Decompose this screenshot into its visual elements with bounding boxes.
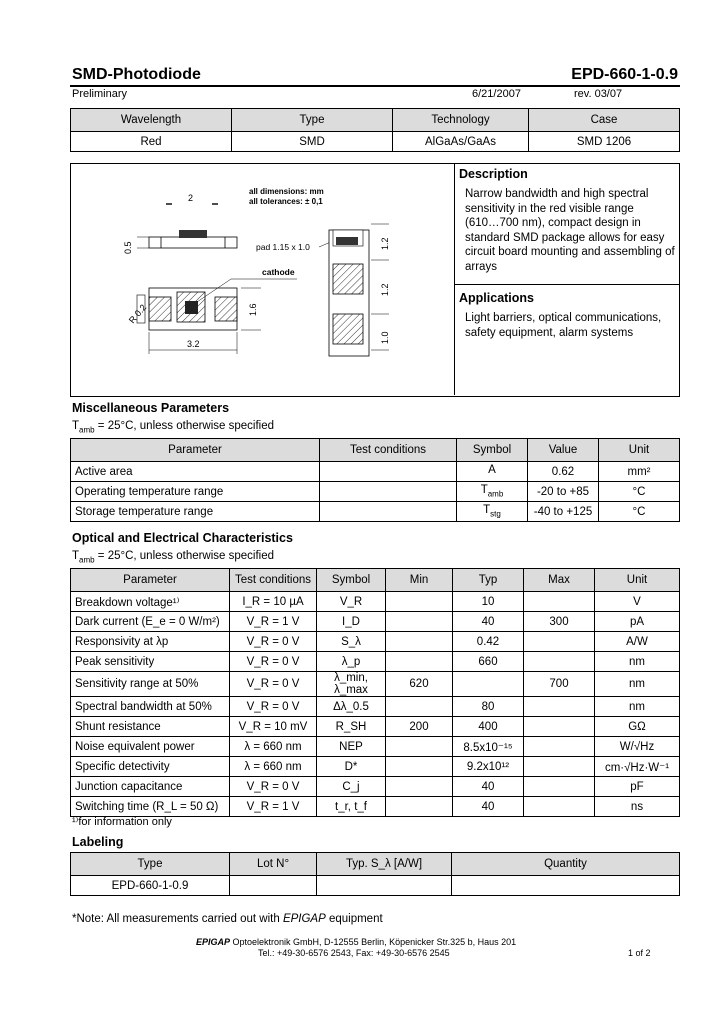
footer-line1: EPIGAP Optoelektronik GmbH, D-12555 Berlin, Köpenicker Str.325 b, Haus 201 bbox=[196, 937, 517, 947]
optical-unit: pA bbox=[595, 612, 680, 632]
optical-symbol: λ_p bbox=[317, 652, 386, 672]
optical-symbol: C_j bbox=[317, 777, 386, 797]
header-rule bbox=[70, 85, 680, 87]
optical-min bbox=[386, 652, 453, 672]
description-line: Narrow bandwidth and high spectral bbox=[465, 188, 649, 200]
optical-symbol: S_λ bbox=[317, 632, 386, 652]
dim-radius: R 0.2 bbox=[126, 302, 149, 326]
panel-divider-h bbox=[454, 284, 679, 285]
optical-test: V_R = 0 V bbox=[230, 697, 317, 717]
optical-max bbox=[524, 737, 595, 757]
misc-test bbox=[320, 502, 457, 522]
optical-min bbox=[386, 632, 453, 652]
note: *Note: All measurements carried out with EPIGAP equipment bbox=[72, 913, 383, 925]
table-row bbox=[71, 777, 680, 797]
table-row bbox=[71, 797, 680, 817]
summary-header: Wavelength bbox=[71, 109, 232, 132]
misc-header: Test conditions bbox=[320, 439, 457, 462]
footnote: ¹⁾for information only bbox=[72, 816, 172, 828]
labeling-header: Type bbox=[71, 853, 230, 876]
summary-cell: SMD 1206 bbox=[529, 132, 680, 152]
pad-label: pad 1.15 x 1.0 bbox=[256, 242, 310, 252]
optical-unit: ns bbox=[595, 797, 680, 817]
applications-text bbox=[465, 311, 677, 340]
optical-max bbox=[524, 797, 595, 817]
optical-typ: 80 bbox=[453, 697, 524, 717]
optical-typ: 40 bbox=[453, 612, 524, 632]
optical-typ: 10 bbox=[453, 592, 524, 612]
optical-symbol: V_R bbox=[317, 592, 386, 612]
description-line: sensitivity in the red visible range bbox=[465, 202, 634, 215]
misc-header: Symbol bbox=[457, 439, 528, 462]
optical-param: Shunt resistance bbox=[71, 717, 230, 737]
optical-test: V_R = 0 V bbox=[230, 652, 317, 672]
optical-max bbox=[524, 652, 595, 672]
misc-symbol: A bbox=[457, 462, 528, 482]
optical-test: V_R = 0 V bbox=[230, 632, 317, 652]
optical-title: Optical and Electrical Characteristics bbox=[72, 531, 293, 545]
optical-min bbox=[386, 697, 453, 717]
misc-test bbox=[320, 462, 457, 482]
dim-05: 0.5 bbox=[123, 241, 133, 254]
page-number: 1 of 2 bbox=[628, 948, 651, 958]
optical-param: Responsivity at λp bbox=[71, 632, 230, 652]
optical-unit: nm bbox=[595, 652, 680, 672]
summary-header: Type bbox=[232, 109, 393, 132]
optical-min bbox=[386, 592, 453, 612]
optical-symbol: I_D bbox=[317, 612, 386, 632]
optical-min: 620 bbox=[386, 672, 453, 697]
footer-line2: Tel.: +49-30-6576 2543, Fax: +49-30-6576 2545 bbox=[258, 948, 450, 958]
applications-line: Light barriers, optical communications, bbox=[465, 312, 662, 324]
labeling-cell bbox=[317, 876, 452, 896]
description-line: circuit board mounting and assembling of bbox=[465, 246, 675, 258]
optical-min bbox=[386, 737, 453, 757]
all-tolerances-note: all tolerances: ± 0,1 bbox=[249, 197, 323, 206]
dim-12: 1.2 bbox=[380, 237, 390, 250]
applications-line: safety equipment, alarm systems bbox=[465, 326, 634, 339]
optical-unit: GΩ bbox=[595, 717, 680, 737]
optical-typ: 9.2x10¹² bbox=[453, 757, 524, 777]
applications-title: Applications bbox=[459, 291, 535, 305]
optical-unit: pF bbox=[595, 777, 680, 797]
optical-typ bbox=[453, 672, 524, 697]
optical-min bbox=[386, 797, 453, 817]
misc-unit: °C bbox=[599, 502, 680, 522]
description-title: Description bbox=[459, 167, 528, 181]
optical-header: Typ bbox=[453, 569, 524, 592]
table-row bbox=[71, 482, 680, 502]
optical-test: I_R = 10 µA bbox=[230, 592, 317, 612]
optical-typ: 40 bbox=[453, 777, 524, 797]
misc-unit: mm² bbox=[599, 462, 680, 482]
dim-16: 1.6 bbox=[248, 303, 258, 316]
optical-header: Unit bbox=[595, 569, 680, 592]
optical-unit: W/√Hz bbox=[595, 737, 680, 757]
optical-param: Specific detectivity bbox=[71, 757, 230, 777]
description-line: (610…700 nm), compact design in bbox=[465, 217, 641, 229]
misc-test bbox=[320, 482, 457, 502]
misc-param: Operating temperature range bbox=[71, 482, 320, 502]
labeling-cell bbox=[230, 876, 317, 896]
optical-max bbox=[524, 717, 595, 737]
optical-symbol: D* bbox=[317, 757, 386, 777]
misc-param: Storage temperature range bbox=[71, 502, 320, 522]
optical-test: λ = 660 nm bbox=[230, 737, 317, 757]
optical-max: 300 bbox=[524, 612, 595, 632]
dim-10: 1.0 bbox=[380, 331, 390, 344]
panel-divider bbox=[454, 163, 455, 395]
optical-test: V_R = 0 V bbox=[230, 672, 317, 697]
cathode-label: cathode bbox=[262, 267, 295, 277]
labeling-table bbox=[70, 852, 680, 896]
optical-param: Dark current (E_e = 0 W/m²) bbox=[71, 612, 230, 632]
labeling-title: Labeling bbox=[72, 835, 124, 849]
optical-symbol: NEP bbox=[317, 737, 386, 757]
revision-label: rev. 03/07 bbox=[574, 88, 623, 100]
optical-unit: cm·√Hz·W⁻¹ bbox=[595, 757, 680, 777]
labeling-cell: EPD-660-1-0.9 bbox=[71, 876, 230, 896]
optical-symbol: Δλ_0.5 bbox=[317, 697, 386, 717]
labeling-header: Quantity bbox=[452, 853, 680, 876]
misc-header: Value bbox=[528, 439, 599, 462]
optical-header: Min bbox=[386, 569, 453, 592]
optical-typ: 0.42 bbox=[453, 632, 524, 652]
optical-symbol: λ_min, λ_max bbox=[317, 672, 386, 697]
summary-header: Technology bbox=[393, 109, 529, 132]
optical-typ: 660 bbox=[453, 652, 524, 672]
side-view-body bbox=[149, 237, 237, 248]
optical-conditions: $T_{amb} = 25^\circ C$, unless otherwise specified bbox=[72, 550, 275, 565]
optical-unit: nm bbox=[595, 697, 680, 717]
table-row bbox=[71, 652, 680, 672]
labeling-header: Lot N° bbox=[230, 853, 317, 876]
optical-test: V_R = 0 V bbox=[230, 777, 317, 797]
optical-symbol: R_SH bbox=[317, 717, 386, 737]
misc-symbol: $T_{stg}$ bbox=[457, 502, 528, 522]
optical-min bbox=[386, 757, 453, 777]
optical-typ: 400 bbox=[453, 717, 524, 737]
preliminary-label: Preliminary bbox=[72, 88, 128, 100]
summary-header: Case bbox=[529, 109, 680, 132]
misc-unit: °C bbox=[599, 482, 680, 502]
optical-max bbox=[524, 777, 595, 797]
optical-table bbox=[70, 568, 680, 817]
table-row bbox=[71, 697, 680, 717]
description-line: arrays bbox=[465, 260, 497, 273]
optical-max: 700 bbox=[524, 672, 595, 697]
all-dimensions-note: all dimensions: mm bbox=[249, 187, 324, 196]
table-row bbox=[71, 717, 680, 737]
misc-header: Parameter bbox=[71, 439, 320, 462]
optical-typ: 40 bbox=[453, 797, 524, 817]
summary-cell: SMD bbox=[232, 132, 393, 152]
optical-min bbox=[386, 777, 453, 797]
optical-unit: A/W bbox=[595, 632, 680, 652]
dim-12: 1.2 bbox=[380, 283, 390, 296]
summary-cell: Red bbox=[71, 132, 232, 152]
optical-max bbox=[524, 592, 595, 612]
dim-32: 3.2 bbox=[187, 339, 200, 349]
optical-test: V_R = 1 V bbox=[230, 797, 317, 817]
table-row bbox=[71, 592, 680, 612]
optical-header: Test conditions bbox=[230, 569, 317, 592]
misc-value: -20 to +85 bbox=[528, 482, 599, 502]
misc-value: 0.62 bbox=[528, 462, 599, 482]
misc-value: -40 to +125 bbox=[528, 502, 599, 522]
table-row bbox=[71, 672, 680, 697]
optical-max bbox=[524, 757, 595, 777]
table-row bbox=[71, 632, 680, 652]
optical-typ: 8.5x10⁻¹⁵ bbox=[453, 737, 524, 757]
optical-min bbox=[386, 612, 453, 632]
table-row bbox=[71, 757, 680, 777]
optical-header: Symbol bbox=[317, 569, 386, 592]
optical-param: Junction capacitance bbox=[71, 777, 230, 797]
optical-param: Sensitivity range at 50% bbox=[71, 672, 230, 697]
dim-top: 2 bbox=[188, 193, 194, 203]
description-text bbox=[465, 187, 677, 274]
optical-param: Spectral bandwidth at 50% bbox=[71, 697, 230, 717]
optical-test: λ = 660 nm bbox=[230, 757, 317, 777]
optical-test: V_R = 10 mV bbox=[230, 717, 317, 737]
part-number: EPD-660-1-0.9 bbox=[571, 66, 678, 83]
optical-header: Max bbox=[524, 569, 595, 592]
optical-min: 200 bbox=[386, 717, 453, 737]
misc-table bbox=[70, 438, 680, 522]
optical-symbol: t_r, t_f bbox=[317, 797, 386, 817]
misc-param: Active area bbox=[71, 462, 320, 482]
misc-conditions: $T_{amb} = 25^\circ C$, unless otherwise specified bbox=[72, 420, 275, 435]
labeling-cell bbox=[452, 876, 680, 896]
optical-param: Peak sensitivity bbox=[71, 652, 230, 672]
labeling-header: Typ. S_λ [A/W] bbox=[317, 853, 452, 876]
table-row bbox=[71, 502, 680, 522]
optical-test: V_R = 1 V bbox=[230, 612, 317, 632]
optical-param: Noise equivalent power bbox=[71, 737, 230, 757]
optical-param: Switching time (R_L = 50 Ω) bbox=[71, 797, 230, 817]
package-drawing bbox=[71, 164, 453, 394]
optical-param: Breakdown voltage¹⁾ bbox=[71, 592, 230, 612]
optical-max bbox=[524, 697, 595, 717]
misc-header: Unit bbox=[599, 439, 680, 462]
table-row bbox=[71, 737, 680, 757]
summary-cell: AlGaAs/GaAs bbox=[393, 132, 529, 152]
optical-unit: V bbox=[595, 592, 680, 612]
misc-symbol: $T_{amb}$ bbox=[457, 482, 528, 502]
optical-unit: nm bbox=[595, 672, 680, 697]
optical-header: Parameter bbox=[71, 569, 230, 592]
date-label: 6/21/2007 bbox=[472, 88, 521, 100]
side-view-chip bbox=[179, 230, 207, 238]
optical-max bbox=[524, 632, 595, 652]
table-row bbox=[71, 612, 680, 632]
misc-title: Miscellaneous Parameters bbox=[72, 401, 230, 415]
table-row bbox=[71, 462, 680, 482]
description-line: standard SMD package allows for easy bbox=[465, 231, 665, 244]
summary-table bbox=[70, 108, 680, 152]
document-title: SMD-Photodiode bbox=[72, 66, 201, 83]
